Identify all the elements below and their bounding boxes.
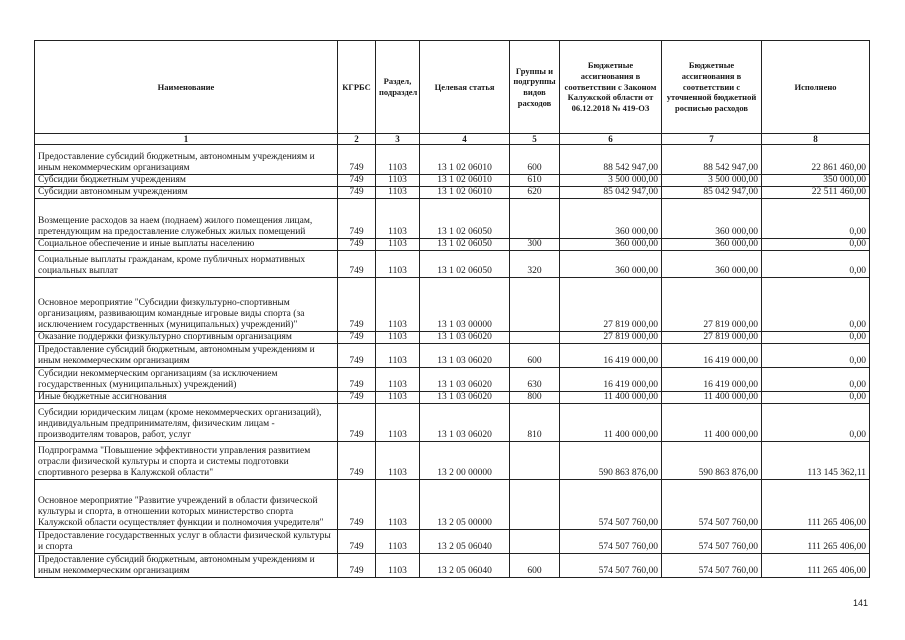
cell-name: Субсидии некоммерческим организациям (за исключением государственных (муниципальных) учреждений)	[35, 367, 338, 391]
header-row	[35, 41, 870, 134]
cell-law: 360 000,00	[560, 238, 662, 250]
cell-executed: 0,00	[762, 250, 870, 277]
cell-group: 800	[510, 391, 560, 403]
cell-group: 600	[510, 145, 560, 175]
cell-group	[510, 441, 560, 479]
cell-kgrbs: 749	[338, 391, 376, 403]
header-kgrbs: КГРБС	[338, 41, 376, 134]
cell-executed: 111 265 406,00	[762, 553, 870, 577]
cell-section: 1103	[376, 367, 420, 391]
cell-refined: 85 042 947,00	[662, 186, 762, 198]
table-row	[35, 198, 870, 238]
cell-law: 88 542 947,00	[560, 145, 662, 175]
cell-section: 1103	[376, 441, 420, 479]
cell-law: 574 507 760,00	[560, 479, 662, 529]
header-executed: Исполнено	[762, 41, 870, 134]
header-section: Раздел, подраздел	[376, 41, 420, 134]
cell-refined: 574 507 760,00	[662, 479, 762, 529]
cell-law: 16 419 000,00	[560, 367, 662, 391]
cell-kgrbs: 749	[338, 186, 376, 198]
cell-name: Оказание поддержки физкультурно спортивным организациям	[35, 331, 338, 343]
cell-law: 11 400 000,00	[560, 391, 662, 403]
cell-name: Предоставление субсидий бюджетным, автономным учреждениям и иным некоммерческим организациям	[35, 343, 338, 367]
cell-refined: 590 863 876,00	[662, 441, 762, 479]
cell-group: 300	[510, 238, 560, 250]
cell-executed: 0,00	[762, 367, 870, 391]
cell-kgrbs: 749	[338, 331, 376, 343]
cell-target: 13 2 05 06040	[420, 529, 510, 553]
cell-law: 3 500 000,00	[560, 175, 662, 187]
cell-law: 360 000,00	[560, 250, 662, 277]
cell-group: 600	[510, 343, 560, 367]
cell-group	[510, 198, 560, 238]
cell-name: Иные бюджетные ассигнования	[35, 391, 338, 403]
cell-kgrbs: 749	[338, 403, 376, 441]
table-row	[35, 479, 870, 529]
header-name: Наименование	[35, 41, 338, 134]
cell-refined: 27 819 000,00	[662, 331, 762, 343]
column-number: 7	[662, 134, 762, 145]
cell-section: 1103	[376, 238, 420, 250]
cell-kgrbs: 749	[338, 479, 376, 529]
cell-group: 320	[510, 250, 560, 277]
cell-law: 574 507 760,00	[560, 553, 662, 577]
cell-kgrbs: 749	[338, 441, 376, 479]
cell-kgrbs: 749	[338, 343, 376, 367]
table-row	[35, 441, 870, 479]
cell-refined: 16 419 000,00	[662, 367, 762, 391]
cell-refined: 11 400 000,00	[662, 391, 762, 403]
table-row	[35, 331, 870, 343]
cell-refined: 16 419 000,00	[662, 343, 762, 367]
cell-target: 13 2 00 00000	[420, 441, 510, 479]
cell-group: 620	[510, 186, 560, 198]
cell-kgrbs: 749	[338, 529, 376, 553]
cell-target: 13 1 02 06050	[420, 198, 510, 238]
cell-kgrbs: 749	[338, 175, 376, 187]
cell-law: 574 507 760,00	[560, 529, 662, 553]
cell-executed: 350 000,00	[762, 175, 870, 187]
cell-target: 13 1 02 06050	[420, 238, 510, 250]
table-row	[35, 175, 870, 187]
cell-name: Субсидии бюджетным учреждениям	[35, 175, 338, 187]
cell-group	[510, 529, 560, 553]
cell-group: 610	[510, 175, 560, 187]
cell-target: 13 1 03 06020	[420, 343, 510, 367]
cell-section: 1103	[376, 250, 420, 277]
cell-target: 13 1 02 06010	[420, 175, 510, 187]
cell-kgrbs: 749	[338, 277, 376, 331]
header-groups: Группы и подгруппы видов расходов	[510, 41, 560, 134]
cell-executed: 0,00	[762, 238, 870, 250]
cell-section: 1103	[376, 175, 420, 187]
cell-refined: 360 000,00	[662, 250, 762, 277]
cell-law: 27 819 000,00	[560, 331, 662, 343]
cell-kgrbs: 749	[338, 238, 376, 250]
cell-target: 13 1 02 06050	[420, 250, 510, 277]
column-number: 6	[560, 134, 662, 145]
cell-target: 13 1 03 06020	[420, 331, 510, 343]
table-row	[35, 186, 870, 198]
cell-target: 13 1 03 06020	[420, 367, 510, 391]
cell-executed: 22 861 460,00	[762, 145, 870, 175]
cell-target: 13 1 03 06020	[420, 403, 510, 441]
cell-section: 1103	[376, 553, 420, 577]
cell-law: 27 819 000,00	[560, 277, 662, 331]
cell-section: 1103	[376, 145, 420, 175]
cell-kgrbs: 749	[338, 198, 376, 238]
table-row	[35, 403, 870, 441]
cell-name: Социальные выплаты гражданам, кроме публичных нормативных социальных выплат	[35, 250, 338, 277]
cell-refined: 88 542 947,00	[662, 145, 762, 175]
budget-table	[34, 40, 870, 578]
table-row	[35, 145, 870, 175]
cell-group	[510, 479, 560, 529]
cell-law: 16 419 000,00	[560, 343, 662, 367]
cell-name: Подпрограмма "Повышение эффективности управления развитием отрасли физической культуры и спорта и системы подготовки спортивного резерва в Калужской области"	[35, 441, 338, 479]
cell-executed: 111 265 406,00	[762, 479, 870, 529]
table-row	[35, 238, 870, 250]
column-number: 5	[510, 134, 560, 145]
cell-name: Предоставление субсидий бюджетным, автономным учреждениям и иным некоммерческим организациям	[35, 145, 338, 175]
cell-refined: 27 819 000,00	[662, 277, 762, 331]
cell-section: 1103	[376, 479, 420, 529]
cell-law: 11 400 000,00	[560, 403, 662, 441]
column-number: 2	[338, 134, 376, 145]
cell-executed: 0,00	[762, 343, 870, 367]
table-row	[35, 250, 870, 277]
column-number-row	[35, 134, 870, 145]
table-row	[35, 367, 870, 391]
cell-name: Возмещение расходов за наем (поднаем) жилого помещения лицам, претендующим на предоставление служебных жилых помещений	[35, 198, 338, 238]
cell-name: Предоставление субсидий бюджетным, автономным учреждениям и иным некоммерческим организациям	[35, 553, 338, 577]
table-row	[35, 343, 870, 367]
cell-target: 13 1 03 00000	[420, 277, 510, 331]
column-number: 8	[762, 134, 870, 145]
table-row	[35, 391, 870, 403]
cell-executed: 113 145 362,11	[762, 441, 870, 479]
cell-group	[510, 277, 560, 331]
cell-executed: 0,00	[762, 198, 870, 238]
cell-executed: 0,00	[762, 403, 870, 441]
cell-kgrbs: 749	[338, 250, 376, 277]
cell-section: 1103	[376, 343, 420, 367]
cell-target: 13 1 02 06010	[420, 145, 510, 175]
cell-refined: 360 000,00	[662, 238, 762, 250]
page-number: 141	[852, 598, 868, 608]
cell-group: 810	[510, 403, 560, 441]
column-number: 4	[420, 134, 510, 145]
cell-executed: 0,00	[762, 331, 870, 343]
cell-executed: 0,00	[762, 391, 870, 403]
cell-executed: 0,00	[762, 277, 870, 331]
header-law: Бюджетные ассигнования в соответствии с Законом Калужской области от 06.12.2018 № 419-ОЗ	[560, 41, 662, 134]
cell-section: 1103	[376, 529, 420, 553]
cell-section: 1103	[376, 391, 420, 403]
cell-name: Основное мероприятие "Развитие учреждений в области физической культуры и спорта, в отношении которых министерство спорта Калужской области осуществляет функции и полномочия учредителя"	[35, 479, 338, 529]
cell-section: 1103	[376, 277, 420, 331]
cell-name: Основное мероприятие "Субсидии физкультурно-спортивным организациям, развивающим командные игровые виды спорта (за исключением государственных (муниципальных) учреждений)"	[35, 277, 338, 331]
cell-refined: 574 507 760,00	[662, 529, 762, 553]
cell-name: Субсидии автономным учреждениям	[35, 186, 338, 198]
column-number: 1	[35, 134, 338, 145]
cell-refined: 11 400 000,00	[662, 403, 762, 441]
cell-section: 1103	[376, 186, 420, 198]
header-target: Целевая статья	[420, 41, 510, 134]
cell-section: 1103	[376, 331, 420, 343]
cell-refined: 574 507 760,00	[662, 553, 762, 577]
cell-kgrbs: 749	[338, 145, 376, 175]
cell-section: 1103	[376, 198, 420, 238]
cell-refined: 3 500 000,00	[662, 175, 762, 187]
header-refined: Бюджетные ассигнования в соответствии с уточненной бюджетной росписью расходов	[662, 41, 762, 134]
cell-group: 630	[510, 367, 560, 391]
cell-executed: 22 511 460,00	[762, 186, 870, 198]
cell-group: 600	[510, 553, 560, 577]
table-row	[35, 529, 870, 553]
table-row	[35, 277, 870, 331]
cell-target: 13 2 05 06040	[420, 553, 510, 577]
column-number: 3	[376, 134, 420, 145]
cell-law: 85 042 947,00	[560, 186, 662, 198]
cell-kgrbs: 749	[338, 367, 376, 391]
cell-refined: 360 000,00	[662, 198, 762, 238]
cell-target: 13 1 03 06020	[420, 391, 510, 403]
cell-section: 1103	[376, 403, 420, 441]
cell-law: 360 000,00	[560, 198, 662, 238]
cell-name: Субсидии юридическим лицам (кроме некоммерческих организаций), индивидуальным предпринимателям, физическим лицам - производителям товаров, работ, услуг	[35, 403, 338, 441]
table-row	[35, 553, 870, 577]
cell-kgrbs: 749	[338, 553, 376, 577]
cell-target: 13 1 02 06010	[420, 186, 510, 198]
cell-name: Социальное обеспечение и иные выплаты населению	[35, 238, 338, 250]
cell-law: 590 863 876,00	[560, 441, 662, 479]
cell-group	[510, 331, 560, 343]
cell-executed: 111 265 406,00	[762, 529, 870, 553]
cell-target: 13 2 05 00000	[420, 479, 510, 529]
cell-name: Предоставление государственных услуг в области физической культуры и спорта	[35, 529, 338, 553]
